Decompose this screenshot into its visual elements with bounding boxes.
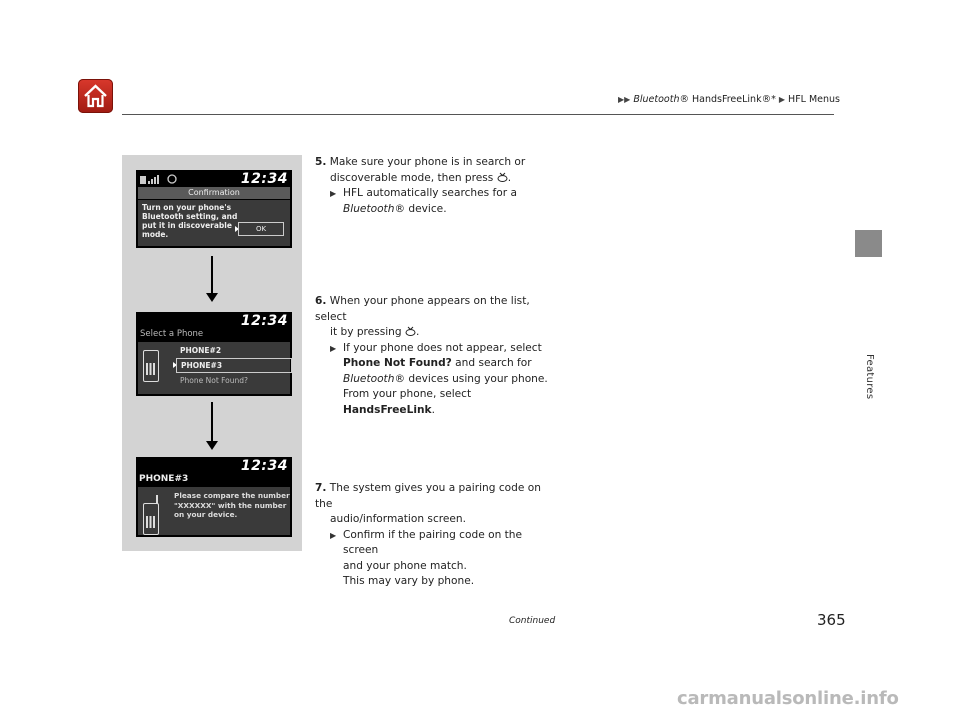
select-phone-screen [136,312,292,396]
phone-antenna-icon [156,495,158,504]
step-7 [315,481,560,590]
step-text: When your phone appears on the list, select [315,295,530,323]
selector-knob-icon [497,172,508,182]
down-arrow-icon [211,402,213,448]
step-note-text: HandsFreeLink [343,403,432,416]
step-note-text: Bluetooth [343,372,395,385]
breadcrumb-item[interactable]: HFL Menus [788,94,840,105]
list-item-selected[interactable]: PHONE#3 [176,358,292,373]
step-note [330,186,560,202]
phone-icon [143,503,159,535]
section-label-text: Features [864,354,875,400]
section-tab[interactable] [855,230,882,257]
breadcrumb-item-suffix: ® HandsFreeLink®* [679,94,776,105]
step-note-text: ® devices using your phone. [394,372,548,385]
watermark: carmanualsonline.info [677,688,899,709]
dialog-body [138,200,290,246]
step-note-text: Confirm if the pairing code on the screen [343,528,523,556]
step-note-text: From your phone, select [343,388,472,400]
home-button[interactable] [78,79,113,113]
breadcrumb [618,94,840,105]
signal-status-icon [139,172,183,186]
screen-title: Select a Phone [140,329,204,339]
screen-title: PHONE#3 [139,474,189,484]
page-number: 365 [817,611,846,629]
step-note [330,341,560,357]
step-number: 7. [315,482,327,494]
pairing-message: Please compare the number "XXXXXX" with the number on your device. [174,491,290,519]
section-label [857,354,879,434]
step-note-text: This may vary by phone. [343,575,475,587]
step-text: Make sure your phone is in search or [329,156,526,168]
step-note [330,528,560,559]
step-note-text: and your phone match. [343,559,467,572]
clock: 12:34 [240,313,288,329]
list-item[interactable]: Phone Not Found? [180,376,249,385]
breadcrumb-arrow-icon: ▶ [778,95,786,104]
step-note-text: and search for [451,357,532,369]
step-5 [315,155,560,217]
step-text: it by pressing [330,326,402,338]
step-6 [315,294,560,418]
clock: 12:34 [240,171,288,187]
phone-icon [143,350,159,382]
step-note-text: ® device. [394,202,447,215]
step-text: The system gives you a pairing code on the [315,482,541,510]
step-note-text: HFL automatically searches for a [343,187,517,199]
step-text: discoverable mode, then press [330,171,494,184]
pairing-code-screen [136,457,292,537]
clock: 12:34 [240,458,288,474]
step-text: . [507,171,512,184]
dialog-message: Turn on your phone's Bluetooth setting, and put it in discoverable mode. [142,203,238,239]
ok-button[interactable]: OK [238,222,284,236]
header-rule [122,114,834,115]
step-note-text: Phone Not Found? [343,357,452,369]
confirmation-screen [136,170,292,248]
step-note-text: If your phone does not appear, select [343,341,542,354]
home-icon [82,83,109,109]
breadcrumb-arrow-icon: ▶▶ [618,95,631,104]
step-text: audio/information screen. [330,513,467,525]
continued-label: Continued [509,616,556,626]
down-arrow-icon [211,256,213,300]
step-number: 6. [315,295,327,307]
dialog-title: Confirmation [138,187,290,199]
step-number: 5. [315,156,327,168]
selector-knob-icon [405,326,416,336]
step-note-text: . [431,403,435,416]
phone-list [138,342,290,394]
step-note-text: Bluetooth [343,202,395,215]
breadcrumb-item[interactable]: Bluetooth [633,94,680,105]
list-item[interactable]: PHONE#2 [180,346,222,355]
step-text: . [416,326,420,338]
